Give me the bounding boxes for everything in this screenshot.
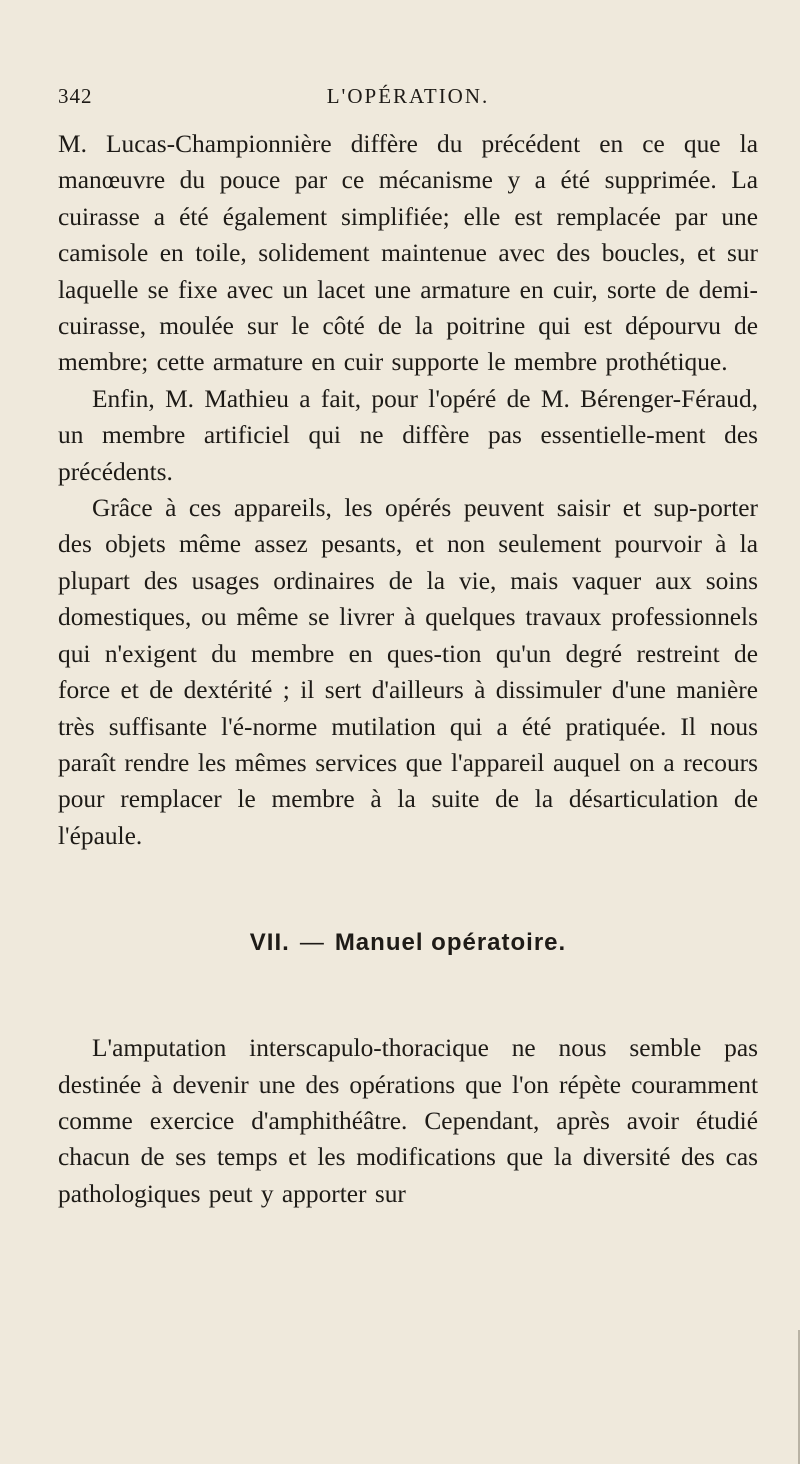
paragraph-appareils: Grâce à ces appareils, les opérés peuvent saisir et sup-porter des objets même assez pesants, et non seulement pourvoir à la plupart des usages ordinaires de la vie, mais vaquer aux soins domestiques, ou même se livrer à quelques travaux professionnels qui n'exigent du membre en ques-tion qu'un degré restreint de force et de dextérité ; il sert d'ailleurs à dissimuler d'une manière très suffisante l'é-norme mutilation qui a été pratiquée. Il nous paraît rendre les mêmes services que l'appareil auquel on a recours pour remplacer le membre à la suite de la désarticulation de l'épaule. xyxy=(58,494,758,850)
page-number: 342 xyxy=(58,84,93,108)
section-separator: — xyxy=(299,929,325,957)
body-text xyxy=(58,126,758,1212)
section-heading xyxy=(58,925,758,961)
paragraph-mathieu: Enfin, M. Mathieu a fait, pour l'opéré de M. Bérenger-Féraud, un membre artificiel qui ne diffère pas essentielle-ment des précédents. xyxy=(58,384,758,486)
paragraph-lucas-championniere: M. Lucas-Championnière diffère du précédent en ce que la manœuvre du pouce par ce mécanisme y a été supprimée. La cuirasse a été également simplifiée; elle est remplacée par une camisole en toile, solidement maintenue avec des boucles, et sur laquelle se fixe avec un lacet une armature en cuir, sorte de demi-cuirasse, moulée sur le côté de la poitrine qui est dépourvu de membre; cette armature en cuir supporte le membre prothétique. xyxy=(58,130,758,377)
section-title: Manuel opératoire. xyxy=(334,929,567,957)
running-title: L'OPÉRATION. xyxy=(326,84,490,108)
running-head xyxy=(58,84,758,118)
section-number: VII. xyxy=(249,929,290,957)
paragraph-amputation: L'amputation interscapulo-thoracique ne nous semble pas destinée à devenir une des opérations que l'on répète couramment comme exercice d'amphithéâtre. Cependant, après avoir étudié chacun de ses temps et les modifications que la diversité des cas pathologiques peut y apporter sur xyxy=(58,1034,758,1208)
